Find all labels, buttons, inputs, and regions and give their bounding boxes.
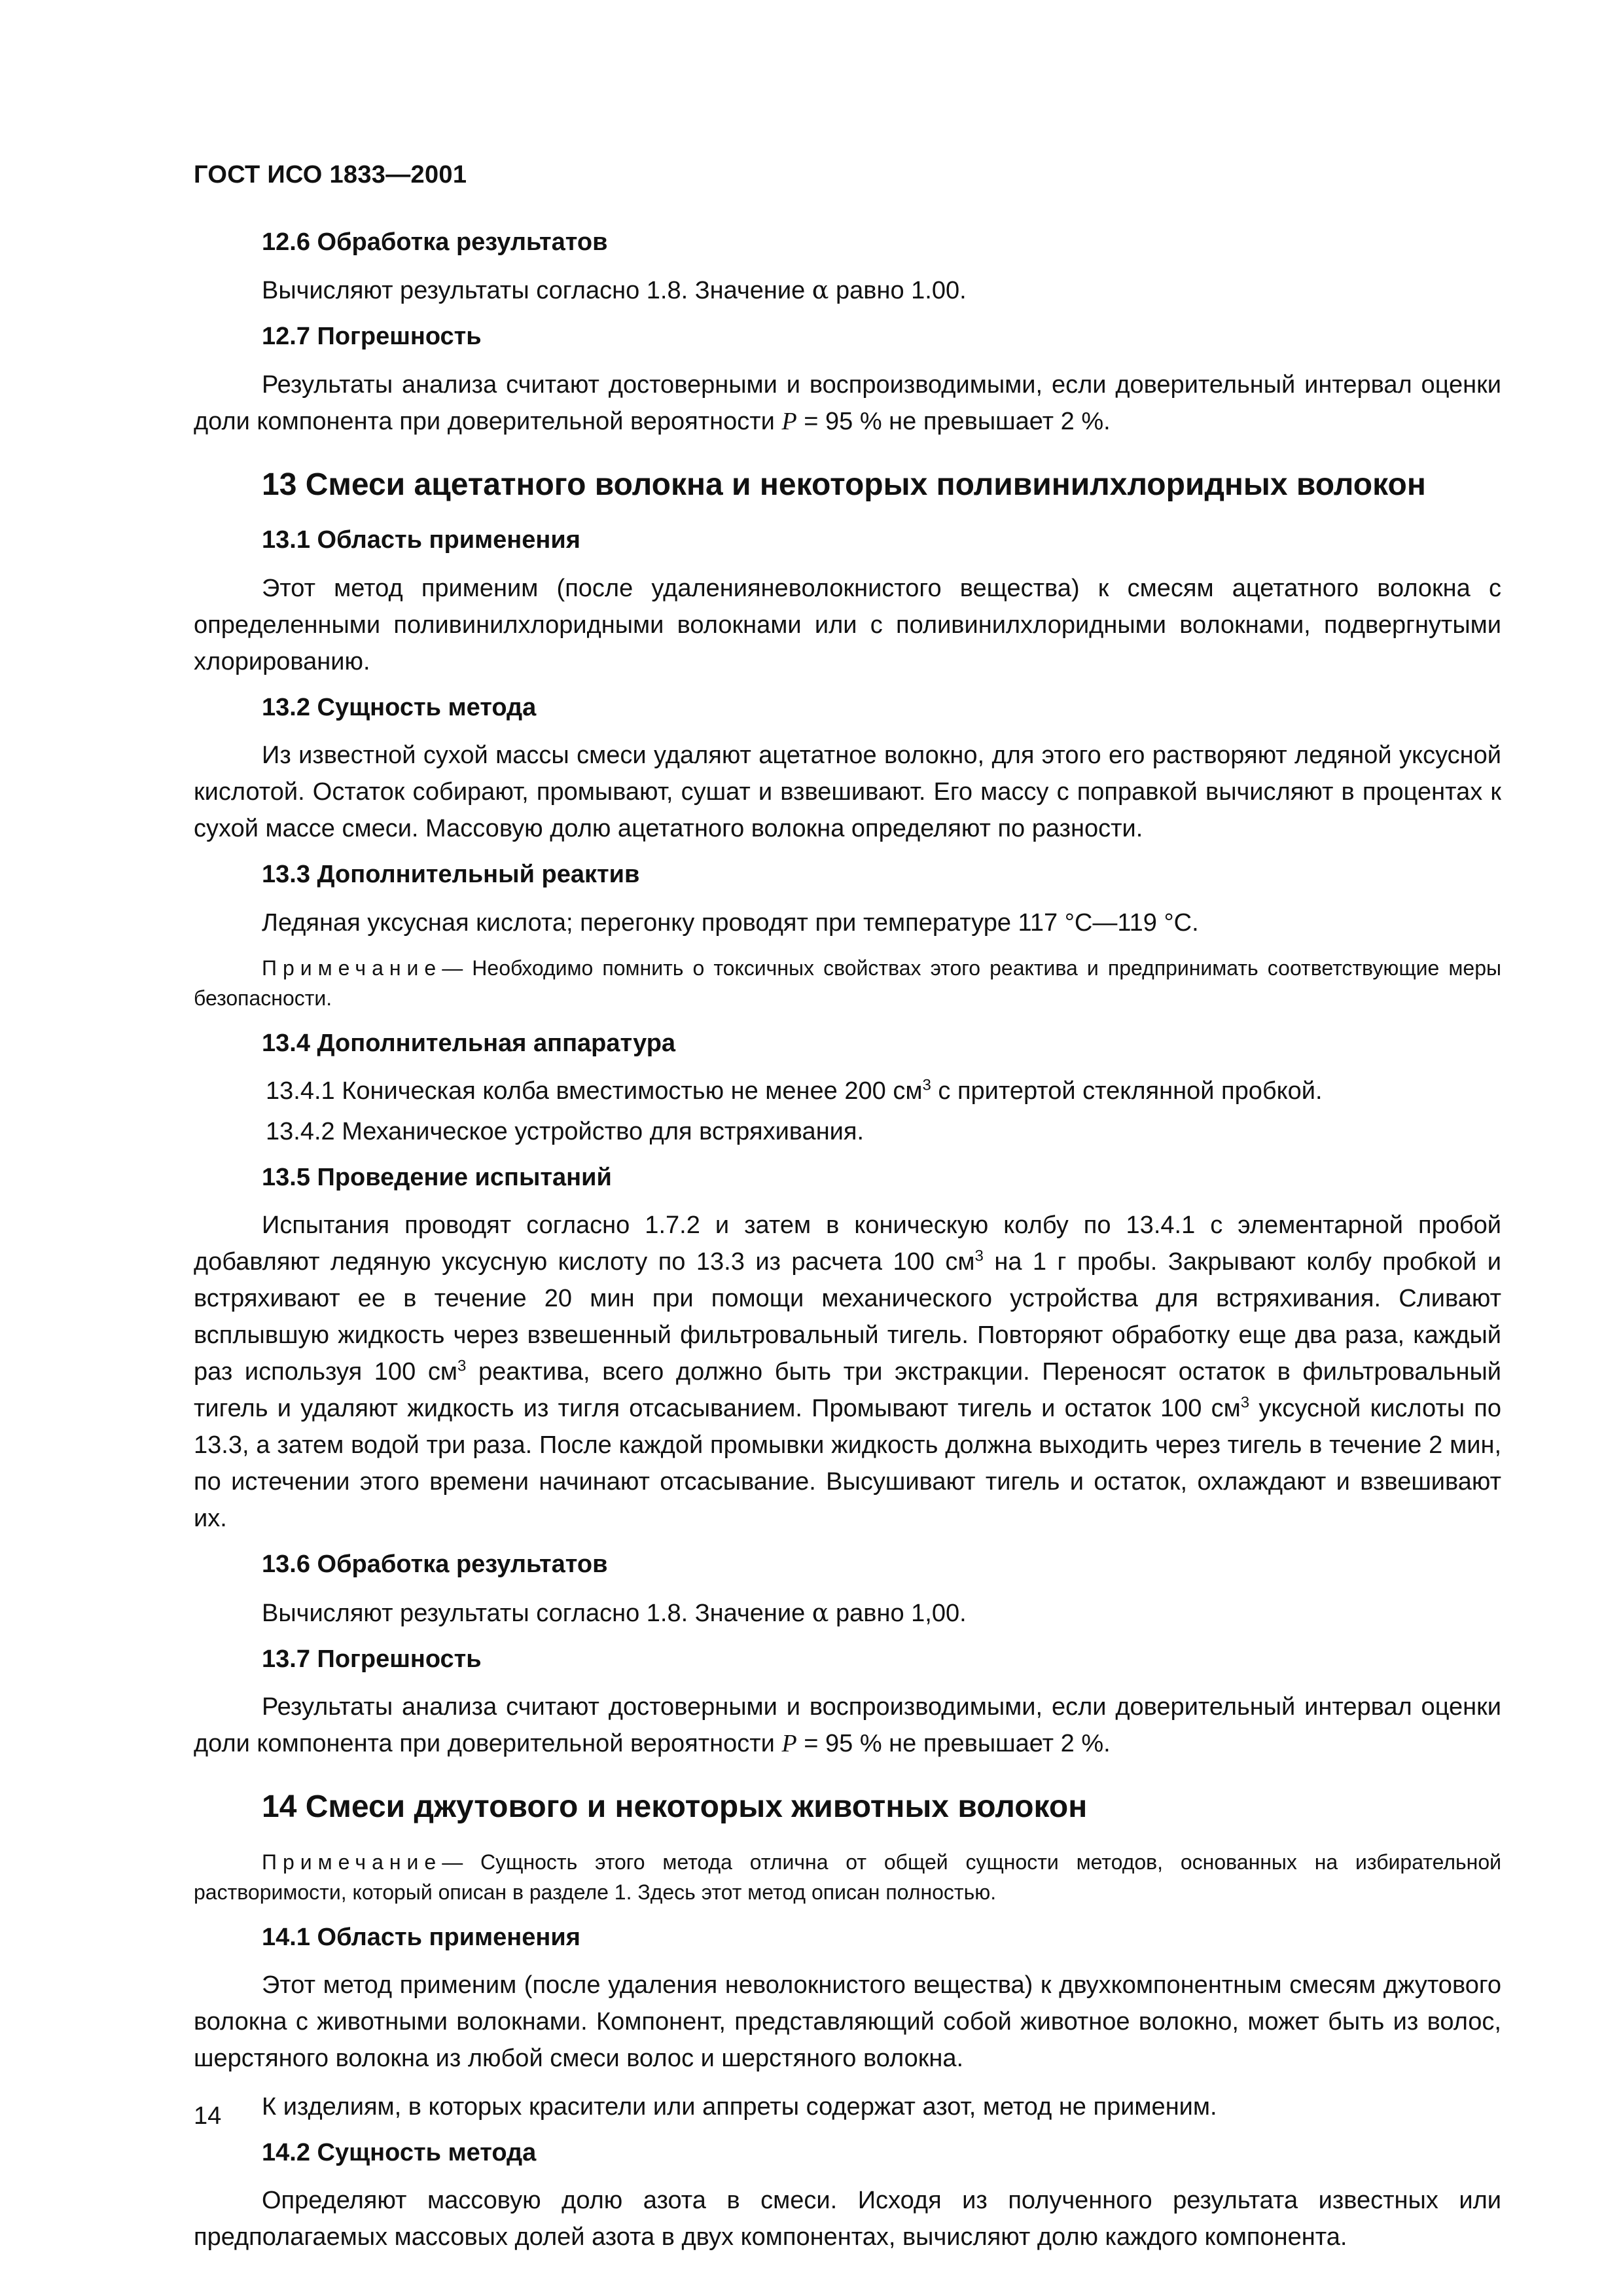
paragraph-14-2: Определяют массовую долю азота в смеси. Исходя из полученного результата известных или предполагаемых массовых долей азота в двух компонентах, вычисляют долю каждого компонента. bbox=[194, 2187, 1501, 2251]
document-header: ГОСТ ИСО 1833—2001 bbox=[194, 161, 467, 188]
paragraph-13-2: Из известной сухой массы смеси удаляют ацетатное волокно, для этого его растворяют ледяной уксусной кислотой. Остаток собирают, промывают, сушат и взвешивают. Его массу с поправкой вычисляют в процентах к сухой массе смеси. Массовую долю ацетатного волокна определяют по разности. bbox=[194, 742, 1501, 843]
text-13-6-b: равно 1,00. bbox=[829, 1599, 967, 1627]
item-13-4-1-b: с притертой стеклянной пробкой. bbox=[931, 1077, 1323, 1105]
paragraph-13-6 bbox=[194, 1594, 1501, 1632]
paragraph-13-5 bbox=[194, 1207, 1501, 1537]
alpha-symbol: α bbox=[812, 1598, 829, 1627]
heading-14-2: 14.2 Сущность метода bbox=[262, 2139, 537, 2167]
superscript: 3 bbox=[457, 1357, 467, 1375]
text-12-6-a: Вычисляют результаты согласно 1.8. Значение bbox=[262, 277, 812, 305]
text-13-6-a: Вычисляют результаты согласно 1.8. Значение bbox=[262, 1599, 812, 1627]
text-13-5-c: реактива, всего должно быть три экстракции. Переносят остаток в фильтровальный тигель и удаляют жидкость из тигля отсасыванием. Промывают тигель и остаток 100 см bbox=[194, 1358, 1501, 1423]
section-14-title: 14 Смеси джутового и некоторых животных волокон bbox=[262, 1789, 1088, 1825]
text-12-7-a: Результаты анализа считают достоверными и воспроизводимыми, если доверительный интервал оценки доли компонента при доверительной вероятности bbox=[194, 370, 1501, 435]
paragraph-14-1-b: К изделиям, в которых красители или аппреты содержат азот, метод не применим. bbox=[262, 2093, 1217, 2121]
heading-13-5: 13.5 Проведение испытаний bbox=[262, 1163, 612, 1191]
heading-12-6: 12.6 Обработка результатов bbox=[262, 228, 608, 256]
heading-13-1: 13.1 Область применения bbox=[262, 526, 580, 554]
heading-13-7: 13.7 Погрешность bbox=[262, 1645, 482, 1673]
paragraph-13-1: Этот метод применим (после удаленияневолокнистого вещества) к смесям ацетатного волокна с определенными поливинилхлоридными волокнами или с поливинилхлоридными волокнами, подвергнутыми хлорированию. bbox=[194, 574, 1501, 675]
text-13-5-d: уксусной кислоты по 13.3, а затем водой три раза. После каждой промывки жидкость должна выходить через тигель в течение 2 мин, по истечении этого времени начинают отсасывание. Высушивают тигель и остаток, охлаждают и взвешивают их. bbox=[194, 1395, 1501, 1533]
note-13-3 bbox=[194, 953, 1501, 1013]
paragraph-14-1: Этот метод применим (после удаления неволокнистого вещества) к двухкомпонентным смесям джутового волокна с животными волокнами. Компонент, представляющий собой животное волокно, может быть из волос, шерстяного волокна из любой смеси волос и шерстяного волокна. bbox=[194, 1971, 1501, 2073]
text-13-7-a: Результаты анализа считают достоверными и воспроизводимыми, если доверительный интервал оценки доли компонента при доверительной вероятности bbox=[194, 1693, 1501, 1758]
note-label: Примечание bbox=[262, 956, 442, 980]
heading-14-1: 14.1 Область применения bbox=[262, 1923, 580, 1951]
alpha-symbol: α bbox=[812, 276, 829, 305]
item-13-4-1-a: 13.4.1 Коническая колба вместимостью не менее 200 см bbox=[266, 1077, 923, 1105]
text-13-5-a: Испытания проводят согласно 1.7.2 и затем в коническую колбу по 13.4.1 с элементарной пробой добавляют ледяную уксусную кислоту по 13.3 из расчета 100 см bbox=[194, 1211, 1501, 1276]
heading-13-3: 13.3 Дополнительный реактив bbox=[262, 861, 640, 889]
heading-13-2: 13.2 Сущность метода bbox=[262, 693, 537, 721]
heading-13-6: 13.6 Обработка результатов bbox=[262, 1551, 608, 1579]
note-text: — Необходимо помнить о токсичных свойствах этого реактива и предпринимать соответствующие меры безопасности. bbox=[194, 956, 1501, 1010]
text-12-6-b: равно 1.00. bbox=[829, 277, 967, 305]
superscript: 3 bbox=[974, 1247, 984, 1265]
superscript: 3 bbox=[1240, 1393, 1250, 1412]
superscript: 3 bbox=[922, 1076, 931, 1094]
item-13-4-1 bbox=[266, 1073, 1501, 1109]
text-13-5-b: на 1 г пробы. Закрывают колбу пробкой и встряхивают ее в течение 20 мин при помощи механического устройства для встряхивания. Сливают всплывшую жидкость через взвешенный фильтровальный тигель. Повторяют обработку еще два раза, каждый раз используя 100 см bbox=[194, 1248, 1501, 1386]
paragraph-13-3: Ледяная уксусная кислота; перегонку проводят при температуре 117 °С—119 °С. bbox=[262, 908, 1199, 937]
text-12-7-b: = 95 % не превышает 2 %. bbox=[796, 407, 1111, 435]
note-label: Примечание bbox=[262, 1850, 442, 1874]
note-14 bbox=[194, 1847, 1501, 1907]
note-text: — Сущность этого метода отлична от общей сущности методов, основанных на избирательной растворимости, который описан в разделе 1. Здесь этот метод описан полностью. bbox=[194, 1850, 1501, 1904]
item-13-4-2: 13.4.2 Механическое устройство для встряхивания. bbox=[266, 1117, 865, 1145]
text-13-7-b: = 95 % не превышает 2 %. bbox=[796, 1730, 1111, 1758]
page-number: 14 bbox=[194, 2102, 222, 2130]
section-13-title: 13 Смеси ацетатного волокна и некоторых поливинилхлоридных волокон bbox=[262, 467, 1426, 502]
p-symbol: P bbox=[781, 407, 797, 435]
paragraph-13-7 bbox=[194, 1689, 1501, 1762]
p-symbol: P bbox=[781, 1730, 797, 1758]
heading-13-4: 13.4 Дополнительная аппаратура bbox=[262, 1029, 676, 1057]
paragraph-12-6 bbox=[194, 272, 1501, 309]
page-content bbox=[194, 226, 1501, 2267]
heading-12-7: 12.7 Погрешность bbox=[262, 323, 482, 351]
paragraph-12-7 bbox=[194, 367, 1501, 440]
